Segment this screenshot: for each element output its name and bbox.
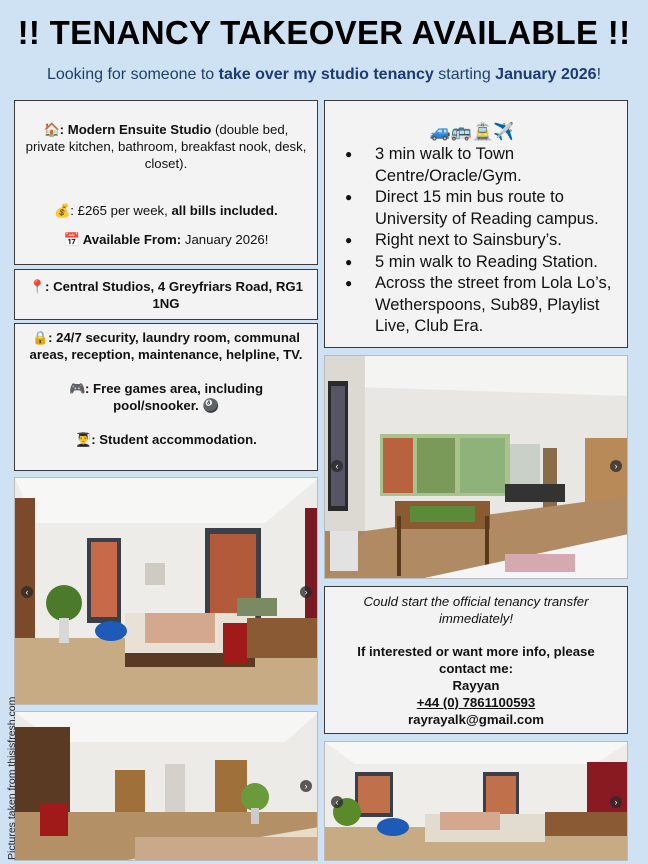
list-item: ● Direct 15 min bus route to University of Reading campus. — [325, 187, 619, 230]
next-arrow-icon: › — [300, 586, 312, 598]
transport-icons: 🚙🚌🚊✈️ — [429, 122, 515, 141]
transfer-note: Could start the official tenancy transfer immediately! — [363, 594, 589, 626]
page-title: !! TENANCY TAKEOVER AVAILABLE !! — [17, 14, 631, 51]
common-room-photo — [324, 355, 628, 579]
student-icon: 👨‍🎓 — [75, 432, 92, 447]
common-room-image — [325, 356, 628, 579]
contact-email[interactable]: rayrayalk@gmail.com — [407, 712, 544, 727]
calendar-icon: 📅 — [63, 232, 80, 247]
amenities-box: 🔒: 24/7 security, laundry room, communal areas, reception, maintenance, helpline, TV. 🎮: Free games area, including pool/snooker. 🎱 👨‍🎓: Student accommodation. — [14, 323, 318, 471]
prev-arrow-icon: ‹ — [331, 460, 343, 472]
studio-hallway-image — [15, 712, 318, 861]
address-box: 📍: Central Studios, 4 Greyfriars Road, RG1 1NG — [14, 269, 318, 320]
studio-window-image — [325, 742, 628, 861]
list-item: ● 5 min walk to Reading Station. — [325, 252, 619, 274]
photo-credit: Pictures taken from thisisfresh.com — [6, 696, 18, 860]
contact-box — [324, 586, 628, 734]
billiard-ball-icon: 🎱 — [202, 398, 219, 413]
studio-hallway-photo — [14, 711, 318, 861]
list-item: ● Across the street from Lola Lo’s, Wetherspoons, Sub89, Playlist Live, Club Era. — [325, 273, 619, 338]
list-item: ● Right next to Sainsbury’s. — [325, 230, 619, 252]
pin-icon: 📍 — [29, 279, 46, 294]
page-subtitle: Looking for someone to take over my studio tenancy starting January 2026! — [46, 66, 602, 83]
money-bag-icon: 💰 — [54, 203, 71, 218]
game-controller-icon: 🎮 — [68, 381, 86, 396]
location-list — [325, 144, 619, 338]
prev-arrow-icon: ‹ — [331, 796, 343, 808]
lock-icon: 🔒 — [32, 330, 49, 345]
room-details-box: 🏠: Modern Ensuite Studio (double bed, private kitchen, bathroom, breakfast nook, desk, closet). 💰: £265 per week, all bills included. 📅 Available From: January 2026! — [14, 100, 318, 265]
studio-window-photo — [324, 741, 628, 861]
studio-bedroom-photo — [14, 477, 318, 705]
price-text: 💰: £265 per week, all bills included. — [54, 203, 278, 218]
contact-phone-link[interactable]: +44 (0) 7861100593 — [416, 695, 536, 710]
list-item: ● 3 min walk to Town Centre/Oracle/Gym. — [325, 144, 619, 187]
contact-name: Rayyan — [452, 678, 500, 693]
contact-prompt: If interested or want more info, please contact me: — [357, 644, 595, 676]
next-arrow-icon: › — [610, 460, 622, 472]
next-arrow-icon: › — [610, 796, 622, 808]
next-arrow-icon: › — [300, 780, 312, 792]
studio-bedroom-image — [15, 478, 318, 705]
prev-arrow-icon: ‹ — [21, 586, 33, 598]
house-icon: 🏠 — [43, 122, 61, 137]
availability-text: 📅 Available From: January 2026! — [63, 232, 269, 247]
location-box — [324, 100, 628, 348]
